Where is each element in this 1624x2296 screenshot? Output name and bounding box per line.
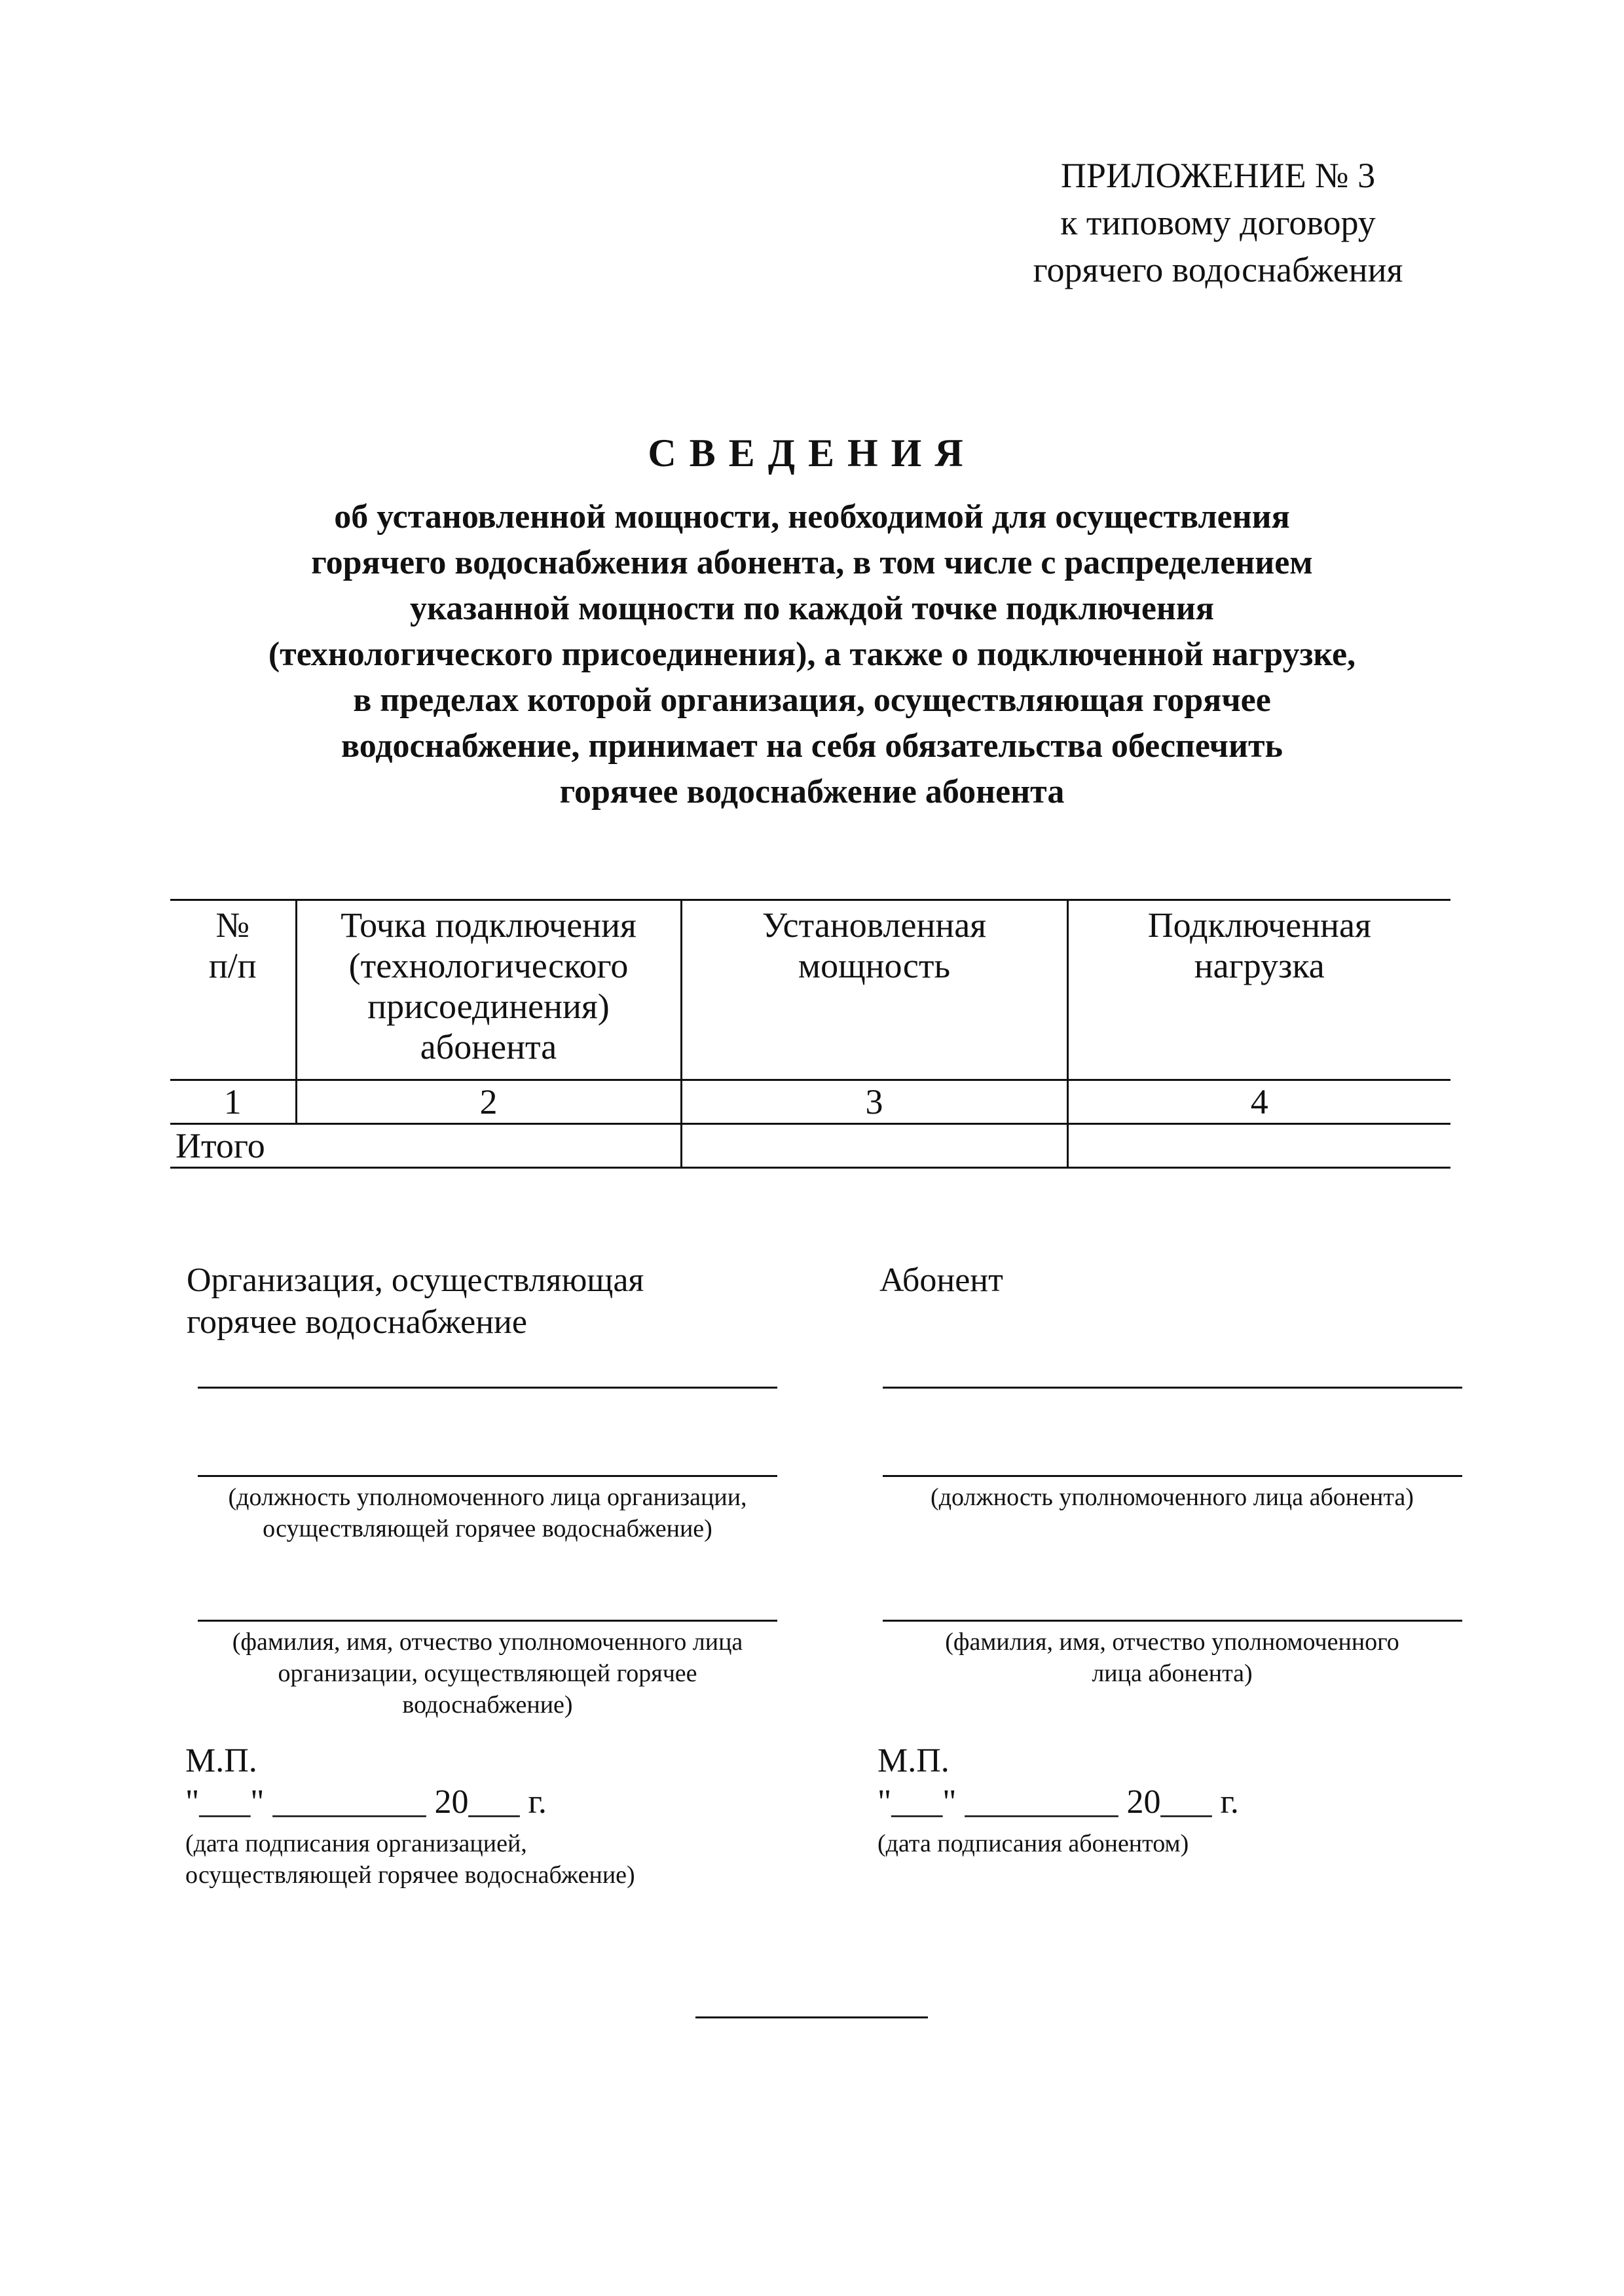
caption-line: (дата подписания абонентом) bbox=[877, 1830, 1189, 1857]
header-connected-load bbox=[1067, 900, 1450, 1080]
subtitle-line: горячего водоснабжения абонента, в том числе с распределением bbox=[311, 544, 1313, 581]
organization-stamp-place: М.П. bbox=[185, 1742, 257, 1779]
subscriber-heading: Абонент bbox=[879, 1262, 1003, 1299]
document-title: СВЕДЕНИЯ bbox=[648, 431, 976, 475]
header-number bbox=[170, 900, 296, 1080]
header-text: абонента bbox=[420, 1027, 557, 1066]
subscriber-signature-line bbox=[883, 1387, 1462, 1389]
total-capacity-cell bbox=[681, 1124, 1067, 1168]
header-text: Установленная bbox=[762, 905, 987, 945]
subscriber-position-line bbox=[883, 1475, 1462, 1477]
column-number-cell: 1 bbox=[170, 1080, 296, 1124]
appendix-number: ПРИЛОЖЕНИЕ № 3 bbox=[1060, 156, 1376, 195]
appendix-header bbox=[969, 152, 1467, 293]
subscriber-name-line bbox=[883, 1620, 1462, 1622]
column-number-cell: 2 bbox=[296, 1080, 681, 1124]
subtitle-line: об установленной мощности, необходимой для осуществления bbox=[334, 498, 1290, 536]
organization-heading-line: Организация, осуществляющая bbox=[187, 1262, 644, 1299]
organization-position-caption bbox=[172, 1482, 803, 1544]
organization-name-line bbox=[198, 1620, 777, 1622]
organization-date-caption bbox=[185, 1828, 635, 1891]
column-number-cell: 3 bbox=[681, 1080, 1067, 1124]
caption-line: водоснабжение) bbox=[402, 1691, 573, 1719]
subscriber-date-caption bbox=[877, 1828, 1189, 1859]
bottom-separator-rule bbox=[695, 2016, 928, 2018]
subtitle-line: в пределах которой организация, осуществляющая горячее bbox=[353, 682, 1271, 719]
total-load-cell bbox=[1067, 1124, 1450, 1168]
header-text: Подключенная bbox=[1147, 905, 1371, 945]
appendix-line-2: к типовому договору bbox=[1060, 203, 1376, 242]
caption-line: осуществляющей горячее водоснабжение) bbox=[263, 1515, 712, 1542]
header-text: нагрузка bbox=[1194, 946, 1325, 985]
header-connection-point bbox=[296, 900, 681, 1080]
header-text: (технологического bbox=[348, 946, 629, 985]
table-row-column-numbers bbox=[170, 1080, 1450, 1124]
subscriber-position-caption bbox=[858, 1482, 1486, 1513]
subtitle-line: указанной мощности по каждой точке подключения bbox=[410, 590, 1214, 627]
caption-line: (должность уполномоченного лица абонента) bbox=[931, 1484, 1414, 1511]
column-number-cell: 4 bbox=[1067, 1080, 1450, 1124]
subscriber-date-line: "___" _________ 20___ г. bbox=[877, 1783, 1239, 1821]
caption-line: лица абонента) bbox=[1092, 1660, 1253, 1687]
capacity-table bbox=[170, 899, 1450, 1169]
caption-line: (фамилия, имя, отчество уполномоченного bbox=[945, 1628, 1399, 1656]
document-subtitle bbox=[164, 494, 1460, 815]
header-installed-capacity bbox=[681, 900, 1067, 1080]
organization-position-line bbox=[198, 1475, 777, 1477]
caption-line: (должность уполномоченного лица организации, bbox=[228, 1484, 747, 1511]
caption-line: организации, осуществляющей горячее bbox=[278, 1660, 697, 1687]
subscriber-stamp-place: М.П. bbox=[877, 1742, 950, 1779]
organization-signature-line bbox=[198, 1387, 777, 1389]
header-text: мощность bbox=[798, 946, 951, 985]
subtitle-line: (технологического присоединения), а также о подключенной нагрузке, bbox=[268, 636, 1356, 673]
header-text: присоединения) bbox=[367, 987, 610, 1026]
organization-name-caption bbox=[172, 1626, 803, 1721]
total-label: Итого bbox=[170, 1124, 681, 1168]
caption-line: (фамилия, имя, отчество уполномоченного лица bbox=[232, 1628, 743, 1656]
caption-line: осуществляющей горячее водоснабжение) bbox=[185, 1861, 635, 1889]
subtitle-line: водоснабжение, принимает на себя обязательства обеспечить bbox=[341, 727, 1283, 765]
header-text: Точка подключения bbox=[341, 905, 637, 945]
header-text: № bbox=[215, 905, 250, 945]
header-text: п/п bbox=[208, 946, 257, 985]
table-header-row bbox=[170, 900, 1450, 1080]
subtitle-line: горячее водоснабжение абонента bbox=[559, 773, 1065, 811]
organization-heading bbox=[187, 1260, 644, 1343]
subscriber-name-caption bbox=[858, 1626, 1486, 1689]
appendix-line-3: горячего водоснабжения bbox=[1033, 250, 1403, 289]
organization-date-line: "___" _________ 20___ г. bbox=[185, 1783, 547, 1821]
caption-line: (дата подписания организацией, bbox=[185, 1830, 527, 1857]
table-row-total bbox=[170, 1124, 1450, 1168]
organization-heading-line: горячее водоснабжение bbox=[187, 1303, 527, 1341]
